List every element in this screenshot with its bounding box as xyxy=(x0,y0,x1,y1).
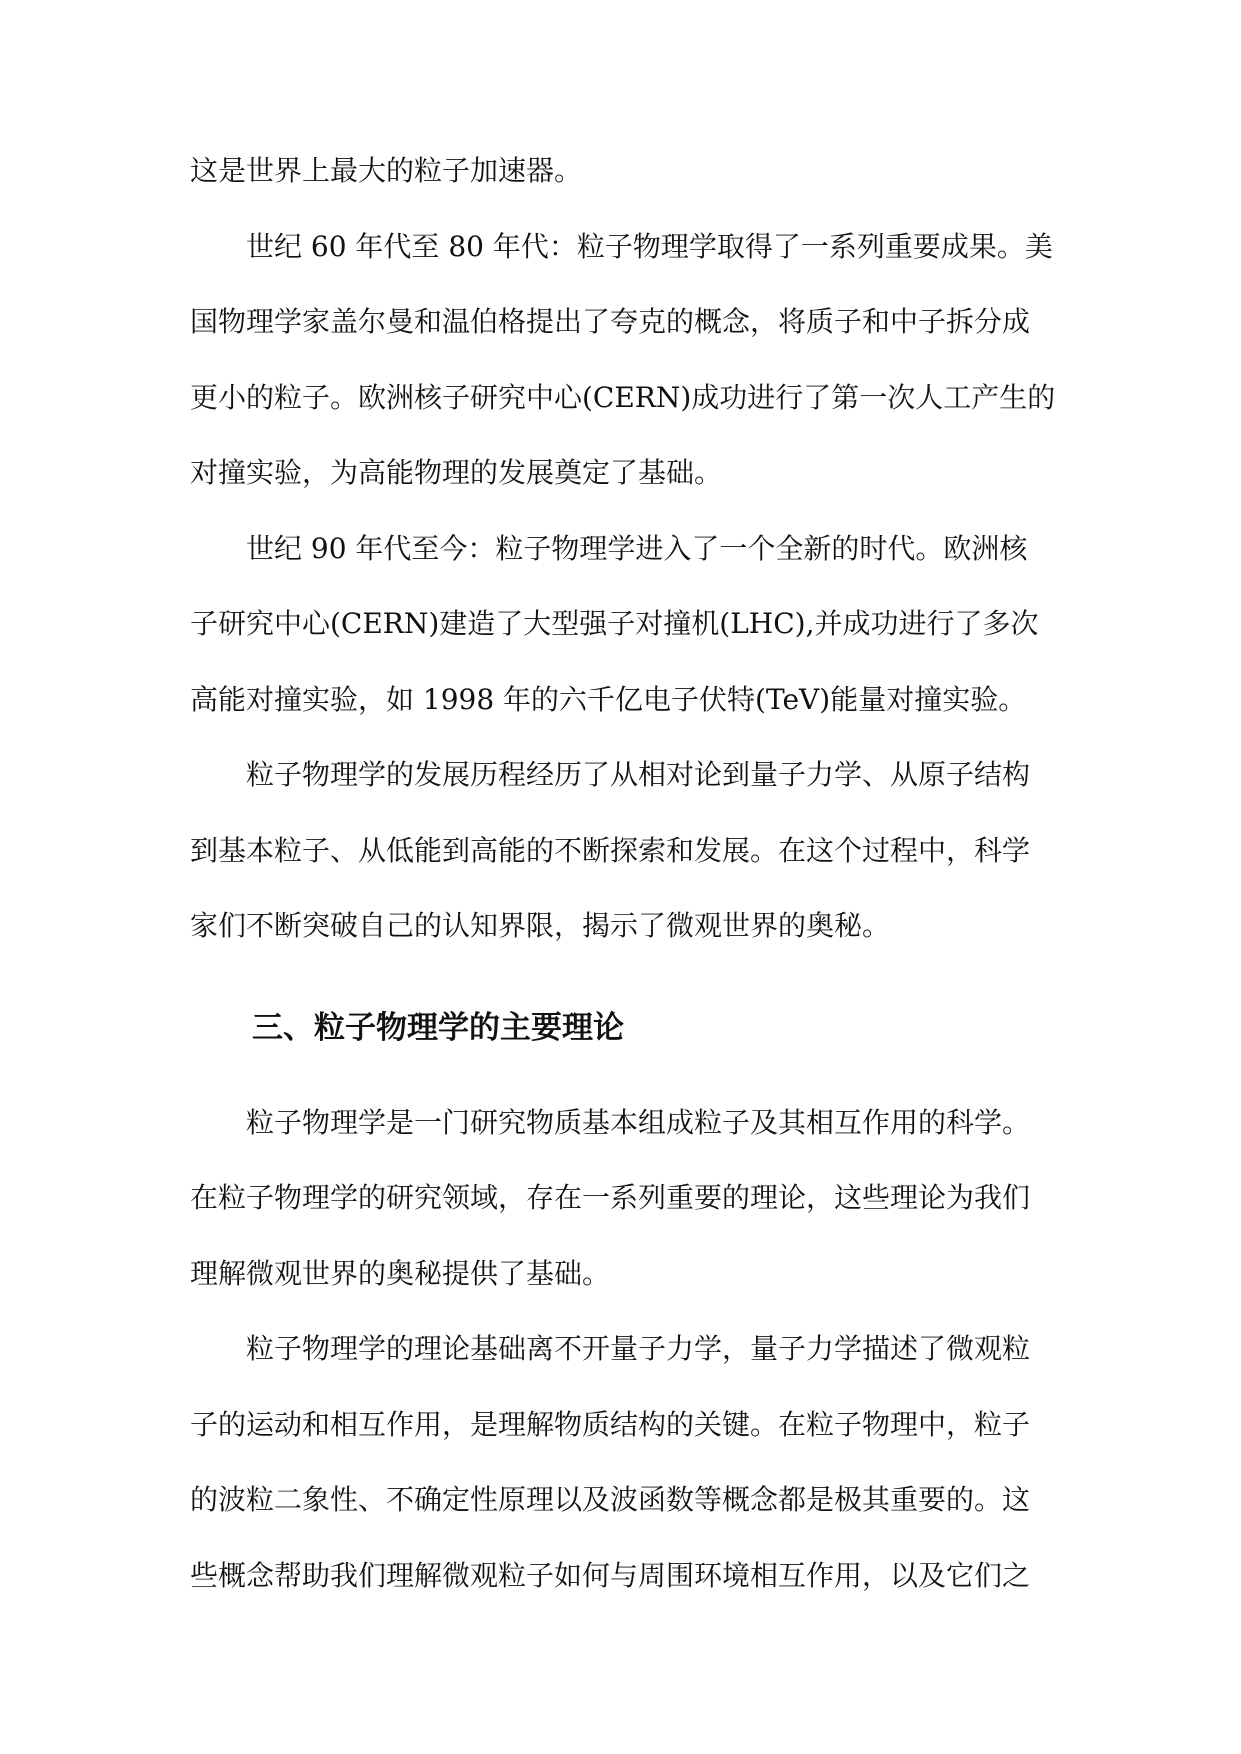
text-line: 世纪 90 年代至今：粒子物理学进入了一个全新的时代。欧洲核 xyxy=(246,532,1028,565)
text-line: 子研究中心(CERN)建造了大型强子对撞机(LHC),并成功进行了多次 xyxy=(190,607,1039,640)
text-line: 世纪 60 年代至 80 年代：粒子物理学取得了一系列重要成果。美 xyxy=(246,230,1053,263)
text-line: 更小的粒子。欧洲核子研究中心(CERN)成功进行了第一次人工产生的 xyxy=(190,381,1056,414)
text-line: 粒子物理学的理论基础离不开量子力学，量子力学描述了微观粒 xyxy=(246,1332,1031,1365)
text-line: 粒子物理学的发展历程经历了从相对论到量子力学、从原子结构 xyxy=(246,758,1031,791)
text-line: 国物理学家盖尔曼和温伯格提出了夸克的概念，将质子和中子拆分成 xyxy=(190,305,1031,338)
text-line: 到基本粒子、从低能到高能的不断探索和发展。在这个过程中，科学 xyxy=(190,834,1031,867)
text-line: 高能对撞实验，如 1998 年的六千亿电子伏特(TeV)能量对撞实验。 xyxy=(190,683,1027,716)
text-line: 理解微观世界的奥秘提供了基础。 xyxy=(190,1257,611,1290)
text-line: 粒子物理学是一门研究物质基本组成粒子及其相互作用的科学。 xyxy=(246,1106,1031,1139)
text-line: 在粒子物理学的研究领域，存在一系列重要的理论，这些理论为我们 xyxy=(190,1181,1031,1214)
text-line: 的波粒二象性、不确定性原理以及波函数等概念都是极其重要的。这 xyxy=(190,1483,1031,1516)
text-line: 家们不断突破自己的认知界限，揭示了微观世界的奥秘。 xyxy=(190,909,891,942)
text-line: 子的运动和相互作用，是理解物质结构的关键。在粒子物理中，粒子 xyxy=(190,1408,1031,1441)
text-line: 对撞实验，为高能物理的发展奠定了基础。 xyxy=(190,456,723,489)
text-line: 这是世界上最大的粒子加速器。 xyxy=(190,154,583,187)
text-line: 些概念帮助我们理解微观粒子如何与周围环境相互作用，以及它们之 xyxy=(190,1559,1031,1592)
section-heading: 三、粒子物理学的主要理论 xyxy=(252,1010,624,1046)
